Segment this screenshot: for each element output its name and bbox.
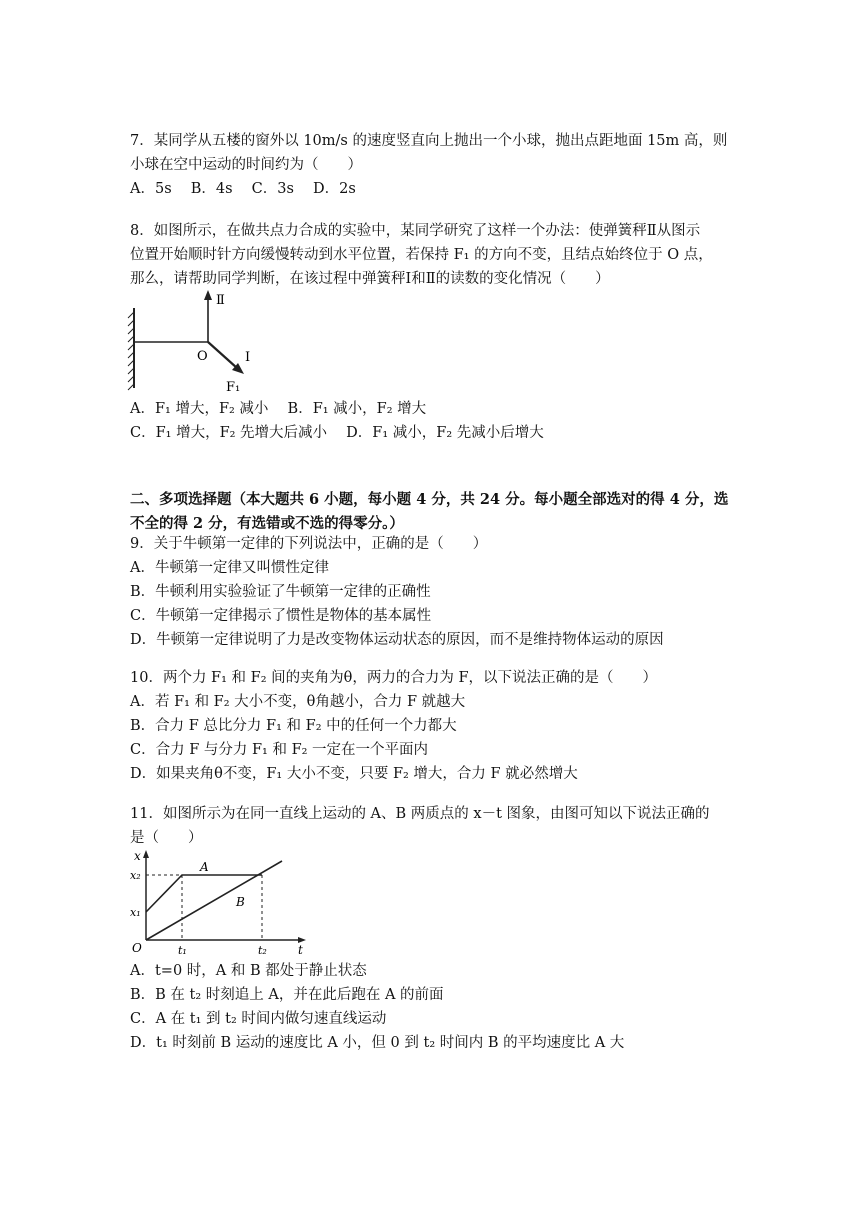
force-f1-line — [208, 342, 237, 368]
q11-options — [130, 959, 730, 1055]
section-2-line-1: 二、多项选择题（本大题共 6 小题，每小题 4 分，共 24 分。每小题全部选对的得 4 分，选 — [130, 491, 729, 508]
q8-option-cd: C．F₁ 增大，F₂ 先增大后减小 D．F₁ 减小，F₂ 先减小后增大 — [130, 425, 544, 441]
q11-option-c: C．A 在 t₁ 到 t₂ 时间内做匀速直线运动 — [130, 1011, 387, 1027]
question-8 — [130, 219, 730, 291]
arrow-up-icon — [204, 290, 212, 300]
label-i: I — [245, 350, 251, 365]
line-b-label: B — [236, 895, 245, 909]
origin-label: O — [132, 941, 142, 955]
q10-option-c: C．合力 F 与分力 F₁ 和 F₂ 一定在一个平面内 — [130, 742, 429, 758]
label-ii: Ⅱ — [216, 293, 225, 308]
xt-graph — [128, 848, 308, 960]
q11-option-b: B．B 在 t₂ 时刻追上 A，并在此后跑在 A 的前面 — [130, 987, 444, 1003]
question-11 — [130, 802, 730, 850]
question-9 — [130, 532, 730, 652]
t2-label: t₂ — [258, 944, 267, 957]
q9-option-d: D．牛顿第一定律说明了力是改变物体运动状态的原因，而不是维持物体运动的原因 — [130, 632, 664, 648]
y-axis-label: x — [134, 849, 141, 863]
label-f1: F₁ — [226, 380, 241, 395]
section-2-line-2: 不全的得 2 分，有选错或不选的得零分。） — [130, 515, 404, 532]
q7-options: A．5s B．4s C．3s D．2s — [130, 181, 356, 197]
q11-option-d: D．t₁ 时刻前 B 运动的速度比 A 小，但 0 到 t₂ 时间内 B 的平均速度比 A 大 — [130, 1035, 625, 1051]
q10-option-a: A．若 F₁ 和 F₂ 大小不变，θ角越小，合力 F 就越大 — [130, 694, 466, 710]
line-a-label: A — [200, 860, 209, 874]
x2-label: x₂ — [130, 869, 141, 882]
y-axis-arrow-icon — [143, 850, 149, 858]
question-10 — [130, 666, 730, 786]
q9-option-c: C．牛顿第一定律揭示了惯性是物体的基本属性 — [130, 608, 432, 624]
q10-stem: 10．两个力 F₁ 和 F₂ 间的夹角为θ，两力的合力为 F，以下说法正确的是（ ） — [130, 670, 658, 686]
q8-line-2: 位置开始顺时针方向缓慢转动到水平位置，若保持 F₁ 的方向不变，且结点始终位于 O 点， — [130, 247, 713, 263]
question-7 — [130, 129, 730, 201]
q9-option-b: B．牛顿利用实验验证了牛顿第一定律的正确性 — [130, 584, 431, 600]
q11-line-1: 11．如图所示为在同一直线上运动的 A、B 两质点的 x－t 图象，由图可知以下说法正确的 — [130, 806, 710, 822]
q8-options — [130, 397, 730, 445]
q11-line-2: 是（ ） — [130, 830, 203, 846]
q9-stem: 9．关于牛顿第一定律的下列说法中，正确的是（ ） — [130, 536, 488, 552]
q8-option-ab: A．F₁ 增大，F₂ 减小 B．F₁ 减小，F₂ 增大 — [130, 401, 427, 417]
t1-label: t₁ — [178, 944, 187, 957]
q7-line-1: 7．某同学从五楼的窗外以 10m/s 的速度竖直向上抛出一个小球，抛出点距地面 15m 高，则 — [130, 133, 728, 149]
label-o: O — [197, 349, 208, 364]
force-diagram — [126, 288, 256, 398]
q10-option-d: D．如果夹角θ不变，F₁ 大小不变，只要 F₂ 增大，合力 F 就必然增大 — [130, 766, 578, 782]
section-2-header — [130, 488, 730, 536]
x1-label: x₁ — [130, 906, 141, 919]
q7-line-2: 小球在空中运动的时间约为（ ） — [130, 157, 362, 173]
q9-option-a: A．牛顿第一定律又叫惯性定律 — [130, 560, 329, 576]
q10-option-b: B．合力 F 总比分力 F₁ 和 F₂ 中的任何一个力都大 — [130, 718, 457, 734]
q8-line-3: 那么，请帮助同学判断，在该过程中弹簧秤Ⅰ和Ⅱ的读数的变化情况（ ） — [130, 271, 610, 287]
q8-line-1: 8．如图所示，在做共点力合成的实验中，某同学研究了这样一个办法：使弹簧秤Ⅱ从图示 — [130, 223, 701, 239]
x-axis-label: t — [298, 943, 303, 957]
q11-option-a: A．t=0 时，A 和 B 都处于静止状态 — [130, 963, 367, 979]
